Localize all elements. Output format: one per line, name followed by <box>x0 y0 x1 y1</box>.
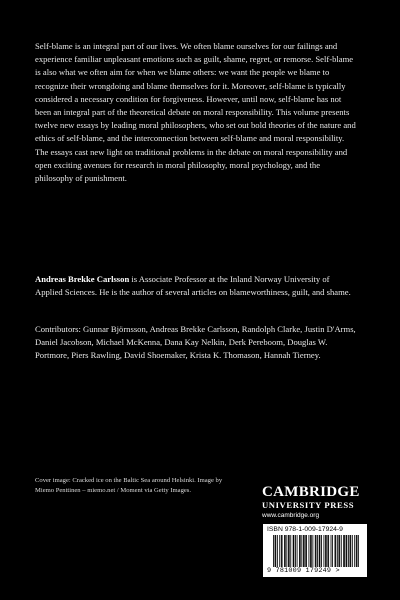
barcode-bar <box>327 535 328 567</box>
barcode-bar <box>299 535 300 567</box>
barcode-bar <box>273 535 274 567</box>
barcode-bar <box>293 535 294 567</box>
barcode-bar <box>303 535 304 567</box>
barcode-bar <box>335 535 336 567</box>
barcode-bar <box>346 535 347 567</box>
barcode-bars <box>273 535 359 567</box>
barcode-bar <box>332 535 333 567</box>
barcode-bar <box>344 535 345 567</box>
barcode-bar <box>325 535 326 567</box>
barcode-bar <box>297 535 298 567</box>
barcode-bar <box>335 535 336 567</box>
barcode-bar <box>320 535 321 567</box>
back-cover-blurb: Self-blame is an integral part of our lives. We often blame ourselves for our failings and experience familiar unpleasant emotions such as guilt, shame, regret, or remorse. Self-blame is also what we often aim for when we blame others: we want the people we blame to recognize their wrongdoing and blame themselves for it. Moreover, self-blame is typically considered a necessary condition for forgiveness. However, until now, self-blame has not been an integral part of the theoretical debate on moral responsibility. This volume presents twelve new essays by leading moral philosophers, who set out bold theories of the nature and ethics of self-blame, and the interconnection between self-blame and moral responsibility. The essays cast new light on traditional problems in the debate on moral responsibility and open exciting avenues for research in moral philosophy, moral psychology, and the philosophy of punishment. <box>35 41 356 184</box>
barcode-bar <box>294 535 295 567</box>
cover-image-credit: Cover image: Cracked ice on the Baltic Sea around Helsinki. Image by Miemo Penttinen – miemo.net / Moment via Getty Images. <box>35 477 223 494</box>
barcode-bar <box>315 535 316 567</box>
barcode-bar <box>311 535 312 567</box>
barcode-bar <box>319 535 320 567</box>
author-bio-text: is Associate Professor at the Inland Norway University of Applied Sciences. He is the author of several articles on blameworthiness, guilt, and shame. <box>35 274 351 298</box>
barcode-bar <box>289 535 290 567</box>
barcode-bar <box>343 535 344 567</box>
barcode-bar <box>321 535 322 567</box>
barcode-bar <box>339 535 340 567</box>
publisher-name: CAMBRIDGE <box>262 484 360 500</box>
barcode-bar <box>301 535 302 567</box>
barcode-bar <box>310 535 311 567</box>
barcode-bar <box>328 535 329 567</box>
barcode-bar <box>354 535 355 567</box>
barcode-bar <box>326 535 327 567</box>
publisher-url: www.cambridge.org <box>262 512 320 519</box>
barcode-bar <box>286 535 287 567</box>
barcode-bar <box>357 535 358 567</box>
barcode-bar <box>316 535 317 567</box>
barcode-bar <box>281 535 282 567</box>
barcode-bar <box>295 535 296 567</box>
contributors-list: Contributors: Gunnar Björnsson, Andreas Brekke Carlsson, Randolph Clarke, Justin D'Arms, Daniel Jacobson, Michael McKenna, Dana Kay Nelkin, Derk Pereboom, Douglas W. Portmore, Piers Rawling, David Shoemaker, Krista K. Thomason, Hannah Tierney. <box>35 324 356 361</box>
barcode-bar <box>275 535 276 567</box>
barcode-bar <box>346 535 347 567</box>
barcode-bar <box>338 535 339 567</box>
barcode-bar <box>323 535 324 567</box>
barcode-bar <box>356 535 357 567</box>
barcode-bar <box>358 535 359 567</box>
barcode-bar <box>352 535 353 567</box>
barcode-bar <box>285 535 286 567</box>
barcode-bar <box>275 535 276 567</box>
isbn-digits: 9 781009 179249 > <box>267 567 340 575</box>
barcode-bar <box>337 535 338 567</box>
barcode-bar <box>341 535 342 567</box>
barcode-bar <box>279 535 280 567</box>
author-name: Andreas Brekke Carlsson <box>35 274 130 284</box>
isbn-barcode <box>263 524 367 577</box>
barcode-bar <box>277 535 278 567</box>
barcode-bar <box>312 535 313 567</box>
barcode-bar <box>350 535 351 567</box>
barcode-bar <box>290 535 291 567</box>
barcode-bar <box>350 535 351 567</box>
barcode-bar <box>309 535 310 567</box>
barcode-bar <box>304 535 305 567</box>
barcode-bar <box>305 535 306 567</box>
barcode-bar <box>317 535 318 567</box>
isbn-label: ISBN 978-1-009-17924-9 <box>267 526 343 533</box>
barcode-bar <box>331 535 332 567</box>
barcode-bar <box>282 535 283 567</box>
barcode-bar <box>306 535 307 567</box>
publisher-logo <box>262 485 362 520</box>
publisher-subtitle: UNIVERSITY PRESS <box>262 500 355 510</box>
author-bio <box>35 273 357 299</box>
barcode-bar <box>284 535 285 567</box>
barcode-bar <box>348 535 349 567</box>
barcode-bar <box>288 535 289 567</box>
barcode-bar <box>300 535 301 567</box>
